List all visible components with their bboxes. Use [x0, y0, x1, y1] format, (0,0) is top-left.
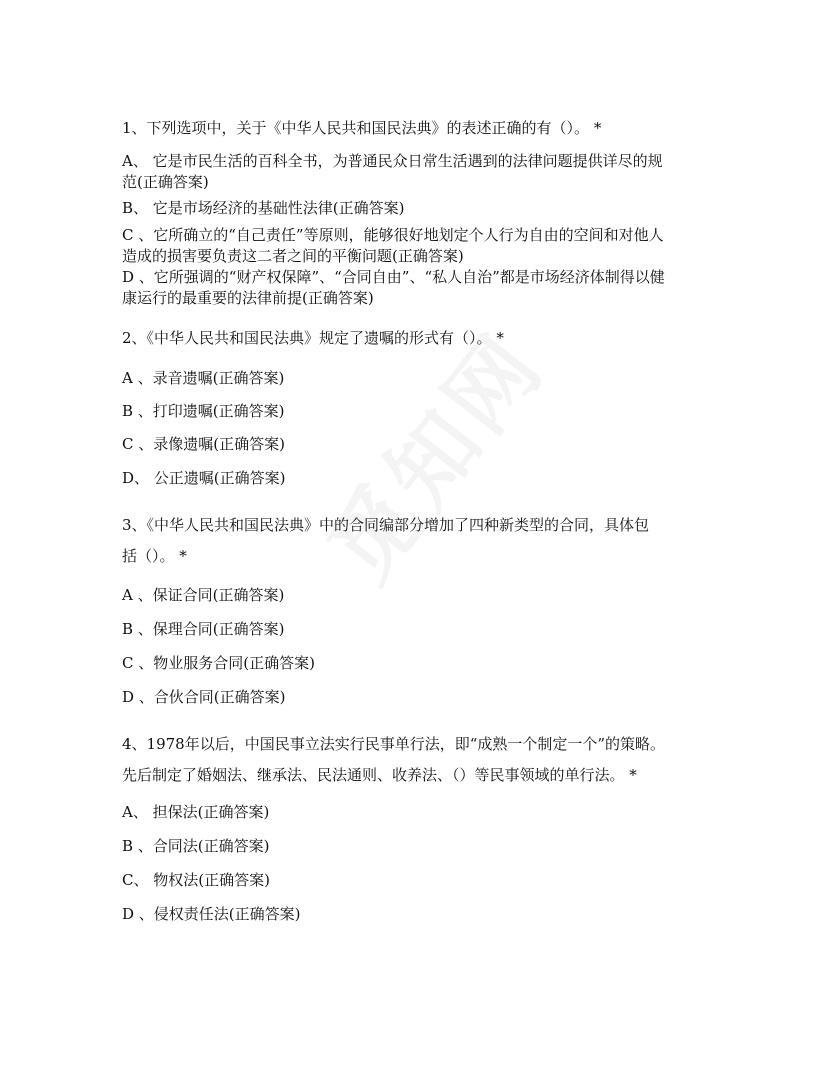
question-1-option-c-line2: 造成的损害要负责这二者之间的平衡问题(正确答案) — [122, 247, 464, 265]
question-4-option-c: C、 物权法(正确答案) — [122, 871, 270, 889]
question-1-option-c-line1: C 、它所确立的“自己责任”等原则，能够很好地划定个人行为自由的空间和对他人 — [122, 226, 664, 244]
question-1-stem: 1、下列选项中，关于《中华人民共和国民法典》的表述正确的有（）。 * — [122, 119, 602, 137]
question-3-stem-line2: 括（）。 * — [122, 547, 187, 565]
question-3-option-a: A 、保证合同(正确答案) — [122, 586, 285, 604]
question-3-option-b: B 、保理合同(正确答案) — [122, 620, 285, 638]
question-4-option-b: B 、合同法(正确答案) — [122, 837, 270, 855]
question-1-option-a-line2: 范(正确答案) — [122, 173, 209, 191]
question-4-stem-line2: 先后制定了婚姻法、继承法、民法通则、收养法、（）等民事领域的单行法。 * — [122, 766, 637, 784]
question-2-option-d: D、 公正遗嘱(正确答案) — [122, 469, 286, 487]
question-2-option-b: B 、打印遗嘱(正确答案) — [122, 402, 285, 420]
question-4-option-a: A、 担保法(正确答案) — [122, 803, 270, 821]
question-1-option-d-line2: 康运行的最重要的法律前提(正确答案) — [122, 289, 374, 307]
question-4-option-d: D 、侵权责任法(正确答案) — [122, 905, 301, 923]
question-4-stem-line1: 4、1978年以后，中国民事立法实行民事单行法，即“成熟一个制定一个”的策略。 — [122, 735, 666, 753]
question-3-option-d: D 、合伙合同(正确答案) — [122, 688, 286, 706]
question-1-option-d-line1: D 、它所强调的“财产权保障”、“合同自由”、“私人自治”都是市场经济体制得以健 — [122, 268, 665, 286]
question-2-option-a: A 、录音遗嘱(正确答案) — [122, 369, 285, 387]
question-1-option-b: B、 它是市场经济的基础性法律(正确答案) — [122, 199, 405, 217]
question-2-stem: 2、《中华人民共和国民法典》规定了遗嘱的形式有（）。 * — [122, 329, 504, 347]
question-3-option-c: C 、物业服务合同(正确答案) — [122, 654, 315, 672]
question-1-option-a-line1: A、 它是市民生活的百科全书，为普通民众日常生活遇到的法律问题提供详尽的规 — [122, 152, 663, 170]
question-3-stem-line1: 3、《中华人民共和国民法典》中的合同编部分增加了四种新类型的合同，具体包 — [122, 516, 650, 534]
question-2-option-c: C 、录像遗嘱(正确答案) — [122, 435, 285, 453]
